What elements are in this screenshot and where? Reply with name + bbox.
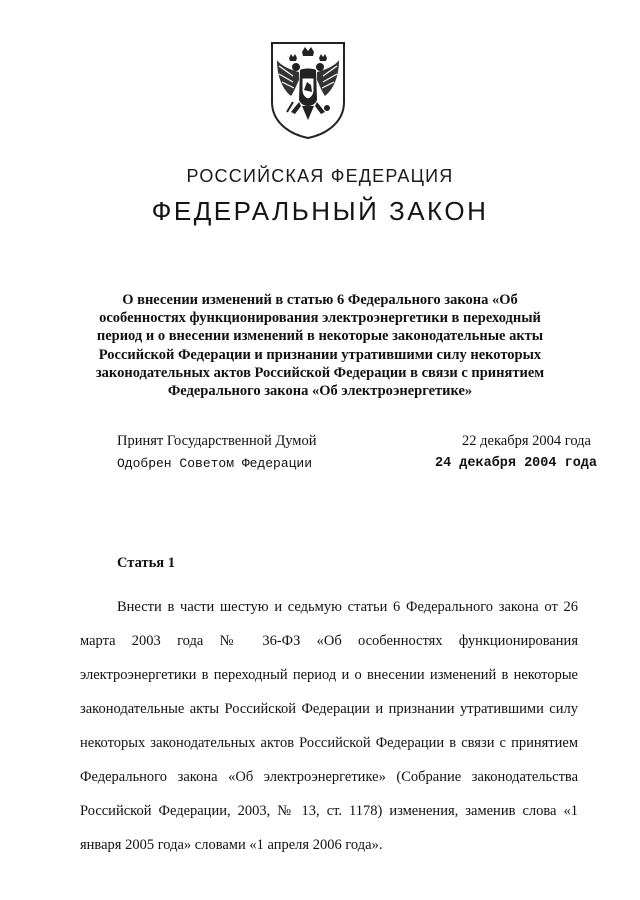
- adoption-row-council: [117, 456, 597, 478]
- council-approval-label: Одобрен Советом Федерации: [117, 456, 313, 471]
- law-type-heading: ФЕДЕРАЛЬНЫЙ ЗАКОН: [151, 196, 489, 226]
- council-approval-date: 24 декабря 2004 года: [434, 456, 597, 471]
- article-body: Внести в части шестую и седьмую статьи 6 Федерального закона от 26 марта 2003 года № 36-ФЗ «Об особенностях функционирования электроэнергетики в переходный период и о внесении изменений в некоторые законодательные акты Российской Федерации и признании утратившими силу некоторых законодательных актов Российской Федерации в связи с принятием Федерального закона «Об электроэнергетике» (Собрание законодательства Российской Федерации, 2003, № 13, ст. 1178) изменения, заменив слова «1 января 2005 года» словами «1 апреля 2006 года».: [80, 599, 578, 853]
- adoption-row-duma: [117, 433, 597, 455]
- duma-adoption-date: 22 декабря 2004 года: [462, 433, 591, 449]
- country-name: РОССИЙСКАЯ ФЕДЕРАЦИЯ: [186, 166, 454, 186]
- article-heading: Статья 1: [117, 555, 175, 571]
- russian-coat-of-arms-icon: [269, 40, 347, 140]
- duma-adoption-label: Принят Государственной Думой: [117, 433, 317, 449]
- law-title: О внесении изменений в статью 6 Федерального закона «Об особенностях функционирования электроэнергетики в переходный период и о внесении изменений в некоторые законодательные акты Российской Федерации и признании утратившими силу некоторых законодательных актов Российской Федерации в связи с принятием Федерального закона «Об электроэнергетике»: [95, 292, 545, 400]
